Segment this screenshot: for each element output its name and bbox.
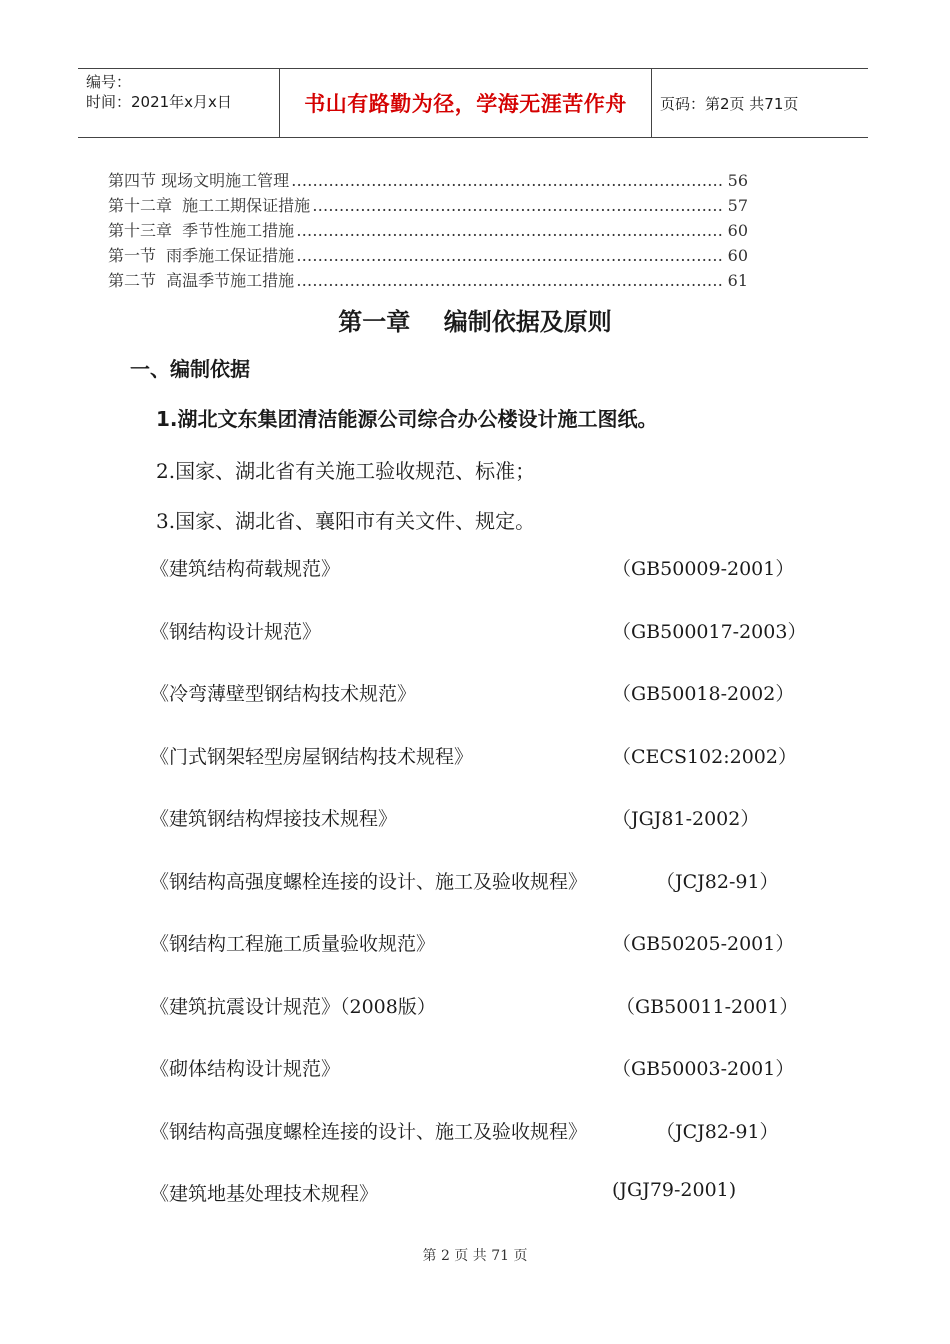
toc-leader [296, 271, 724, 290]
standard-code: （GB50003-2001） [612, 1058, 795, 1080]
standard-name: 《门式钢架轻型房屋钢结构技术规程》 [150, 746, 474, 768]
toc-entry [108, 193, 748, 218]
page-footer: 第 2 页 共 71 页 [422, 1248, 528, 1264]
header-motto: 书山有路勤为径，学海无涯苦作舟 [280, 69, 652, 137]
toc-page: 61 [727, 271, 748, 290]
standard-name: 《钢结构设计规范》 [150, 621, 322, 643]
standard-code: （GB500017-2003） [612, 621, 807, 643]
standard-code: （GB50018-2002） [612, 683, 795, 705]
standard-name: 《砌体结构设计规范》 [150, 1058, 341, 1080]
toc-title: 第十二章 施工工期保证措施 [108, 196, 311, 215]
standard-code: （GB50205-2001） [612, 933, 795, 955]
standard-name: 《建筑钢结构焊接技术规程》 [150, 808, 398, 830]
standard-code: （JGJ81-2002） [612, 808, 760, 830]
standard-row [150, 1179, 800, 1209]
toc-page: 60 [727, 221, 748, 240]
table-of-contents [108, 168, 748, 293]
basis-item: 2.国家、湖北省有关施工验收规范、标准； [156, 459, 536, 483]
basis-item: 1.湖北文东集团清洁能源公司综合办公楼设计施工图纸。 [156, 407, 658, 431]
standard-row [150, 867, 800, 897]
page-header [78, 68, 868, 138]
toc-entry [108, 243, 748, 268]
toc-leader [296, 246, 724, 265]
chapter-title: 第一章 编制依据及原则 [338, 308, 612, 336]
standard-code: (JGJ79-2001) [612, 1179, 737, 1201]
standard-name: 《建筑抗震设计规范》（2008版） [150, 996, 436, 1018]
standard-name: 《钢结构高强度螺栓连接的设计、施工及验收规程》 [150, 871, 588, 893]
number-label: 编号： [86, 73, 132, 91]
standard-row [150, 617, 807, 647]
standard-row [150, 554, 800, 584]
time-label: 时间：2021年x月x日 [86, 93, 232, 111]
standard-row [150, 1054, 800, 1084]
standard-code: （GB50011-2001） [616, 996, 799, 1018]
standard-code: （JCJ82-91） [656, 1121, 779, 1143]
header-meta [78, 69, 280, 137]
standard-row [150, 804, 800, 834]
standard-code: （CECS102:2002） [612, 746, 797, 768]
standard-code: （JCJ82-91） [656, 871, 779, 893]
toc-page: 57 [727, 196, 748, 215]
toc-page: 56 [727, 171, 748, 190]
toc-entry [108, 268, 748, 293]
standard-row [150, 992, 800, 1022]
header-page-info: 页码：第2页 共71页 [660, 94, 799, 113]
toc-page: 60 [727, 246, 748, 265]
toc-title: 第十三章 季节性施工措施 [108, 221, 295, 240]
standard-row [150, 929, 800, 959]
basis-item: 3.国家、湖北省、襄阳市有关文件、规定。 [156, 509, 536, 533]
toc-leader [291, 171, 724, 190]
standard-name: 《冷弯薄壁型钢结构技术规范》 [150, 683, 417, 705]
toc-title: 第二节 高温季节施工措施 [108, 271, 295, 290]
toc-title: 第一节 雨季施工保证措施 [108, 246, 295, 265]
standard-row [150, 1117, 800, 1147]
toc-leader [296, 221, 724, 240]
standard-row [150, 742, 800, 772]
toc-leader [312, 196, 724, 215]
toc-entry [108, 168, 748, 193]
standard-name: 《钢结构工程施工质量验收规范》 [150, 933, 436, 955]
standard-name: 《钢结构高强度螺栓连接的设计、施工及验收规程》 [150, 1121, 588, 1143]
standard-name: 《建筑结构荷载规范》 [150, 558, 341, 580]
standard-name: 《建筑地基处理技术规程》 [150, 1183, 379, 1205]
standard-row [150, 679, 800, 709]
section-heading: 一、编制依据 [130, 357, 250, 381]
toc-entry [108, 218, 748, 243]
standard-code: （GB50009-2001） [612, 558, 795, 580]
toc-title: 第四节 现场文明施工管理 [108, 171, 290, 190]
